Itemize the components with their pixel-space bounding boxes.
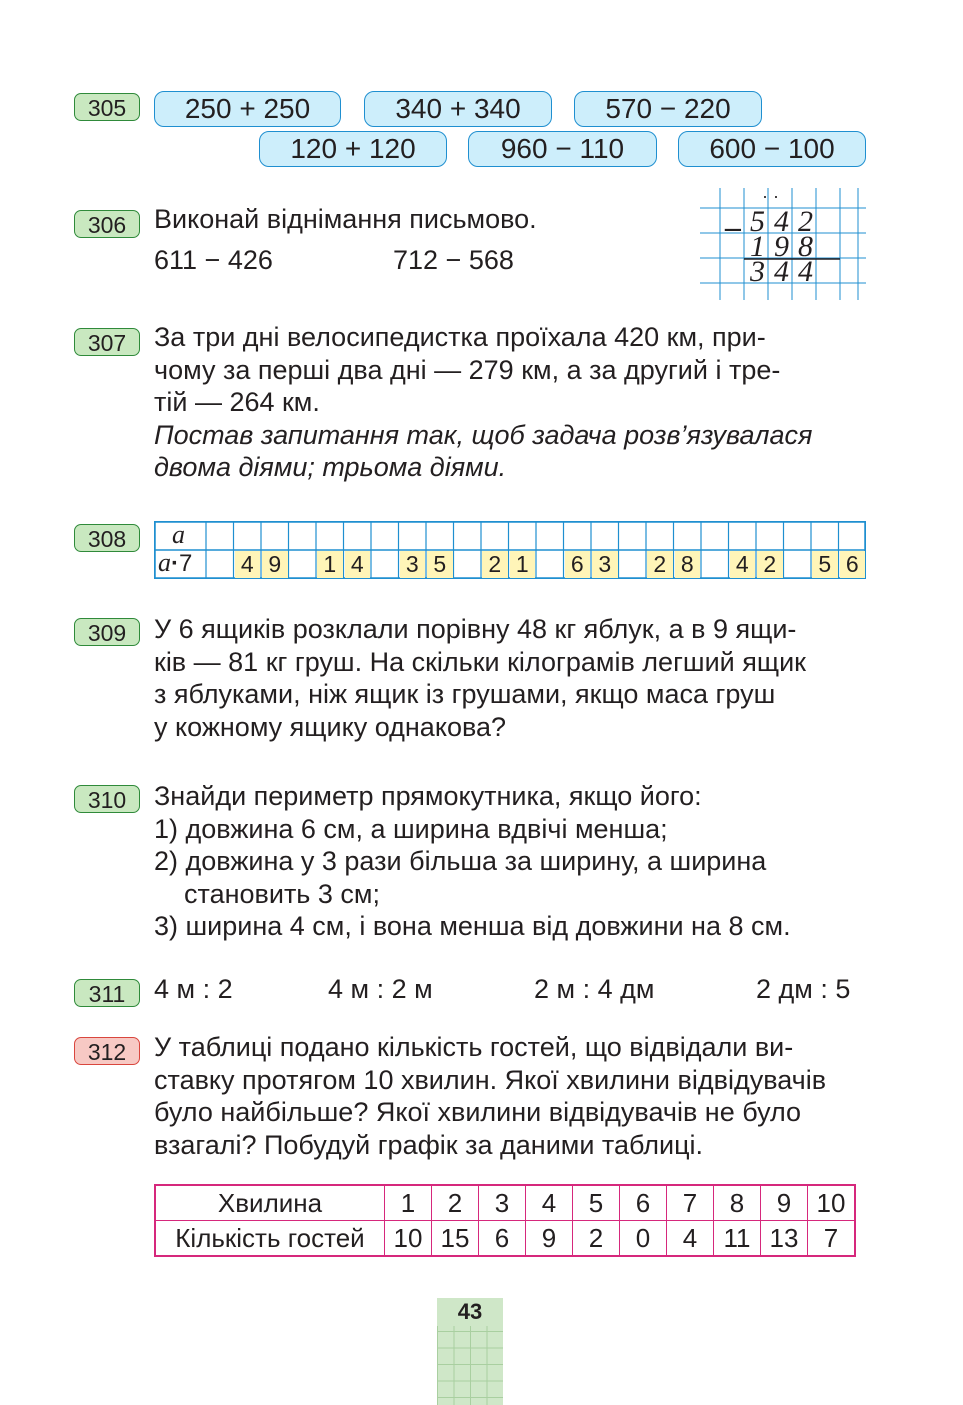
guests-cell: 4 <box>667 1221 714 1257</box>
task-306-example-2: 712 − 568 <box>393 245 514 275</box>
text-line: чому за перші два дні — 279 км, а за другий і тре- <box>154 354 781 385</box>
task-311-item: 2 дм : 5 <box>756 974 851 1004</box>
row-header-guests: Кількість гостей <box>155 1221 385 1257</box>
task-number-309: 309 <box>74 618 140 646</box>
task-306-example-1: 611 − 426 <box>154 245 273 275</box>
task-number-305: 305 <box>74 93 140 121</box>
text-line: тій — 264 км. <box>154 387 320 417</box>
text-line: За три дні велосипедистка проїхала 420 км, при- <box>154 322 766 352</box>
minute-cell: 6 <box>620 1185 667 1221</box>
text-line-italic: двома діями; трьома діями. <box>154 452 507 482</box>
minuend-digit: 4 <box>774 205 789 238</box>
task-number-307: 307 <box>74 328 140 356</box>
text-line: ставку протягом 10 хвилин. Якої хвилини відвідувачів <box>154 1064 827 1095</box>
product-digit: 3 <box>592 551 618 578</box>
guests-cell: 11 <box>714 1221 761 1257</box>
expression-pill: 960 − 110 <box>468 131 657 167</box>
text-line: 3) ширина 4 см, і вона менша від довжини на 8 см. <box>154 911 791 941</box>
product-digit: 2 <box>482 551 508 578</box>
guests-cell: 6 <box>479 1221 526 1257</box>
expression-pill: 570 − 220 <box>574 91 762 127</box>
task-number-311: 311 <box>74 979 140 1007</box>
minute-cell: 8 <box>714 1185 761 1221</box>
task-number-306: 306 <box>74 210 140 238</box>
guests-cell: 2 <box>573 1221 620 1257</box>
text-line: було найбільше? Якої хвилини відвідувачів не було <box>154 1097 802 1127</box>
minute-cell: 9 <box>761 1185 808 1221</box>
expression-pill: 120 + 120 <box>259 131 447 167</box>
product-digit: 5 <box>812 551 838 578</box>
text-line: становить 3 см; <box>154 878 380 909</box>
task-312-text <box>154 1031 826 1161</box>
product-digit: 1 <box>317 551 343 578</box>
product-digit: 1 <box>510 551 536 578</box>
text-line: взагалі? Побудуй графік за даними таблиці. <box>154 1129 704 1160</box>
multiplication-table-308 <box>154 521 866 579</box>
table-row <box>155 1185 855 1221</box>
task-306-title: Виконай віднімання письмово. <box>154 204 537 234</box>
guests-cell: 7 <box>808 1221 856 1257</box>
minuend-digit: 5 <box>750 205 765 238</box>
row-label-a: a <box>172 520 185 549</box>
row-header-minute: Хвилина <box>155 1185 385 1221</box>
task-number-312: 312 <box>74 1037 140 1065</box>
result-digit: 4 <box>774 255 789 288</box>
minuend-digit: 2 <box>798 205 813 238</box>
written-subtraction-sample <box>700 188 866 300</box>
product-digit: 2 <box>757 551 783 578</box>
task-number-308: 308 <box>74 524 140 552</box>
minute-cell: 1 <box>385 1185 432 1221</box>
product-digit: 4 <box>730 551 756 578</box>
minute-cell: 4 <box>526 1185 573 1221</box>
task-310-text <box>154 780 791 943</box>
product-digit: 4 <box>345 551 371 578</box>
guests-cell: 13 <box>761 1221 808 1257</box>
text-line: ків — 81 кг груш. На скільки кілограмів легший ящик <box>154 646 806 677</box>
guests-table <box>154 1184 856 1257</box>
text-line: У 6 ящиків розклали порівну 48 кг яблук, а в 9 ящи- <box>154 614 797 644</box>
row-label-a-times-7: a·7 <box>158 548 193 577</box>
text-line: у кожному ящику однакова? <box>154 711 507 742</box>
page-number-box <box>437 1298 503 1405</box>
minute-cell: 10 <box>808 1185 856 1221</box>
product-digit: 4 <box>235 551 261 578</box>
product-digit: 5 <box>427 551 453 578</box>
task-309-text <box>154 613 806 743</box>
result-digit: 3 <box>750 255 765 288</box>
expression-pill: 600 − 100 <box>678 131 866 167</box>
task-311-item: 4 м : 2 м <box>328 974 433 1004</box>
subtrahend-digit: 9 <box>774 230 789 263</box>
subtrahend-digit: 8 <box>798 230 813 263</box>
task-311-item: 2 м : 4 дм <box>534 974 655 1004</box>
text-line: У таблиці подано кількість гостей, що відвідали ви- <box>154 1032 794 1062</box>
task-307-text <box>154 321 812 484</box>
guests-cell: 9 <box>526 1221 573 1257</box>
task-311-item: 4 м : 2 <box>154 974 233 1004</box>
minute-cell: 7 <box>667 1185 714 1221</box>
text-line: 1) довжина 6 см, а ширина вдвічі менша; <box>154 813 668 844</box>
expression-pill: 340 + 340 <box>364 91 552 127</box>
page-number: 43 <box>437 1298 503 1326</box>
text-line: Знайди периметр прямокутника, якщо його: <box>154 781 702 811</box>
text-line: з яблуками, ніж ящик із грушами, якщо маса груш <box>154 679 776 709</box>
text-line-italic: Постав запитання так, щоб задача розв’язувалася <box>154 419 813 450</box>
task-number-310: 310 <box>74 785 140 813</box>
product-digit: 3 <box>400 551 426 578</box>
product-digit: 6 <box>565 551 591 578</box>
product-digit: 6 <box>840 551 866 578</box>
minute-cell: 5 <box>573 1185 620 1221</box>
guests-cell: 15 <box>432 1221 479 1257</box>
table-row <box>155 1221 855 1257</box>
product-digit: 9 <box>262 551 288 578</box>
expression-pill: 250 + 250 <box>154 91 341 127</box>
minus-sign: − <box>722 215 744 245</box>
product-digit: 8 <box>675 551 701 578</box>
minute-cell: 3 <box>479 1185 526 1221</box>
minute-cell: 2 <box>432 1185 479 1221</box>
text-line: 2) довжина у 3 рази більша за ширину, а ширина <box>154 846 767 876</box>
guests-cell: 0 <box>620 1221 667 1257</box>
result-digit: 4 <box>798 255 813 288</box>
guests-cell: 10 <box>385 1221 432 1257</box>
subtrahend-digit: 1 <box>750 230 765 263</box>
product-digit: 2 <box>647 551 673 578</box>
borrow-dots: · · <box>762 188 779 206</box>
